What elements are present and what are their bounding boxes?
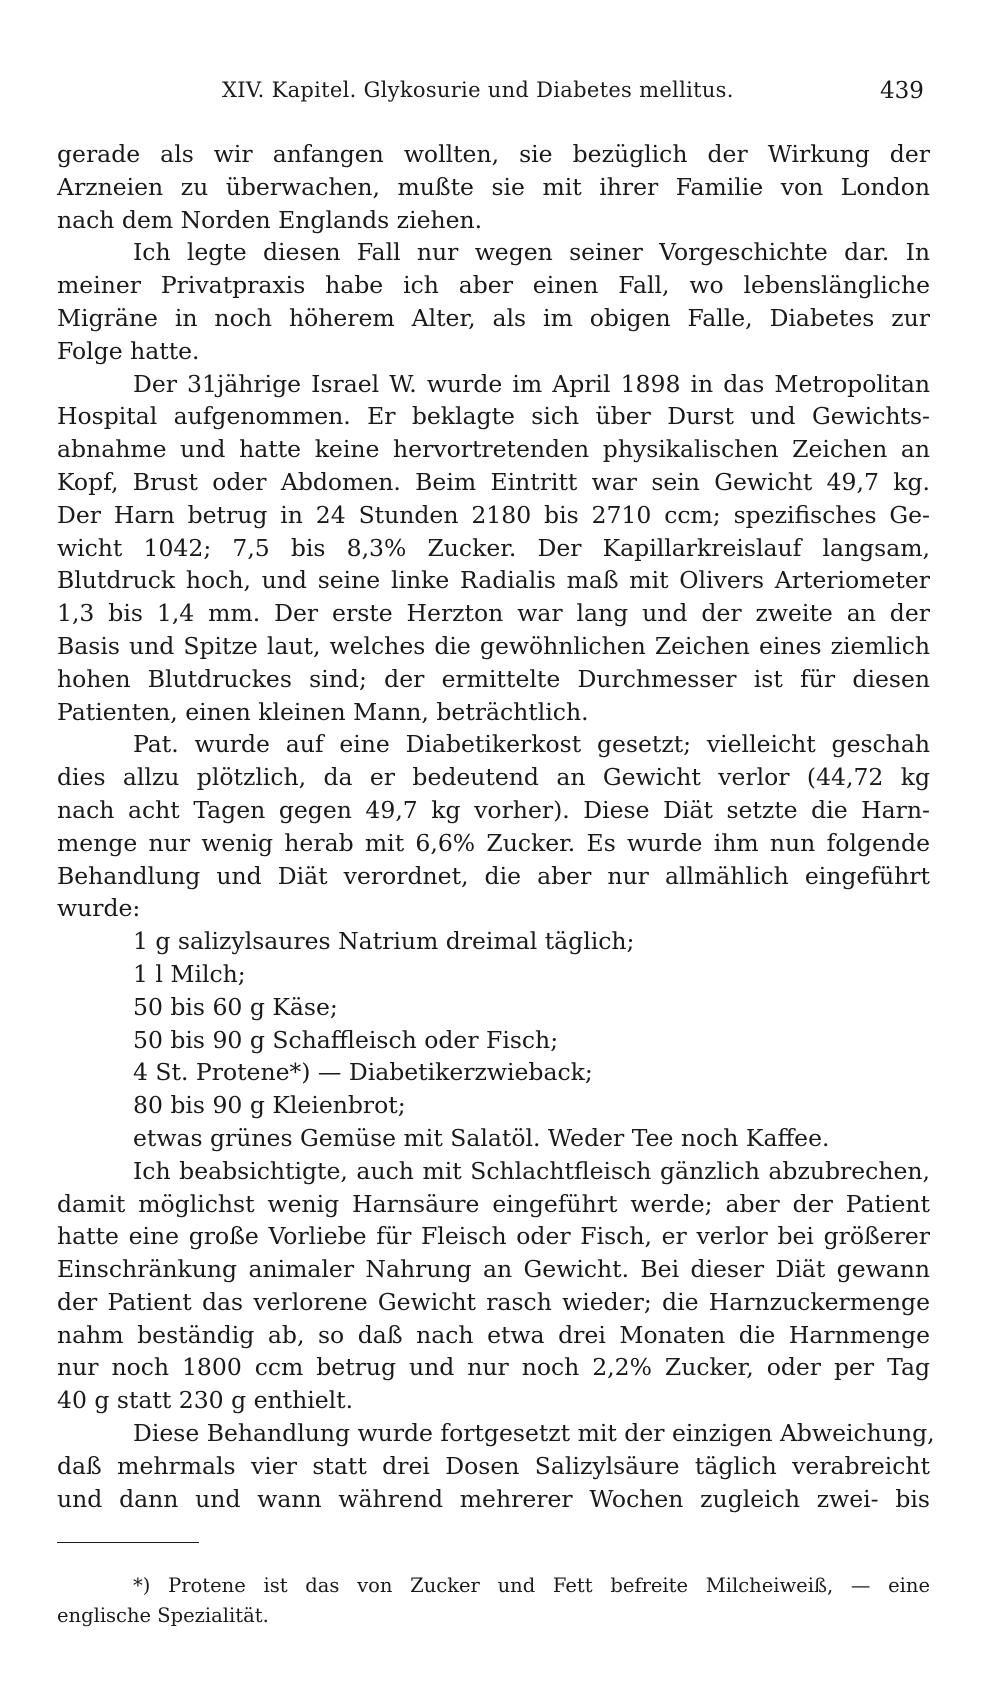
text-line: Migräne in noch höherem Alter, als im obigen Falle, Diabetes zur [57, 303, 930, 332]
text-line: meiner Privatpraxis habe ich aber einen Fall, wo lebenslängliche [57, 271, 930, 300]
text-line: Der 31jährige Israel W. wurde im April 1898 in das Metropolitan [133, 369, 930, 398]
text-line: hatte eine große Vorliebe für Fleisch oder Fisch, er verlor bei größerer [57, 1222, 930, 1251]
main-text [57, 138, 935, 1515]
text-line: nur noch 1800 ccm betrug und nur noch 2,2% Zucker, oder per Tag [57, 1353, 930, 1382]
text-line: Diese Behandlung wurde fortgesetzt mit der einzigen Abweichung, [133, 1419, 935, 1448]
diet-list-item: 50 bis 90 g Schaffleisch oder Fisch; [133, 1025, 559, 1054]
text-line: gerade als wir anfangen wollten, sie bezüglich der Wirkung der [57, 140, 930, 168]
text-line: dies allzu plötzlich, da er bedeutend an Gewicht verlor (44,72 kg [57, 763, 930, 792]
text-line: Ich beabsichtigte, auch mit Schlachtfleisch gänzlich abzubrechen, [133, 1156, 930, 1185]
text-line: Ich legte diesen Fall nur wegen seiner Vorgeschichte dar. In [133, 238, 930, 267]
text-line: hohen Blutdruckes sind; der ermittelte Durchmesser ist für diesen [57, 664, 930, 693]
text-line: Folge hatte. [57, 336, 200, 365]
text-line: 1,3 bis 1,4 mm. Der erste Herzton war lang und der zweite an der [57, 599, 930, 628]
text-line: Hospital aufgenommen. Er beklagte sich über Durst und Gewichts- [57, 402, 930, 431]
text-line: der Patient das verlorene Gewicht rasch wieder; die Harnzuckermenge [57, 1287, 930, 1316]
text-line: damit möglichst wenig Harnsäure eingeführt werde; aber der Patient [57, 1189, 930, 1218]
diet-list-item: etwas grünes Gemüse mit Salatöl. Weder Tee noch Kaffee. [133, 1123, 830, 1152]
text-line: 40 g statt 230 g enthielt. [57, 1386, 354, 1415]
text-line: Der Harn betrug in 24 Stunden 2180 bis 2710 ccm; spezifisches Ge- [57, 500, 930, 529]
page-number: 439 [880, 78, 924, 104]
text-line: Patienten, einen kleinen Mann, beträchtlich. [57, 697, 589, 726]
diet-list-item: 4 St. Protene*) — Diabetikerzwieback; [133, 1058, 593, 1087]
diet-list-item: 1 l Milch; [133, 959, 246, 988]
diet-list-item: 80 bis 90 g Kleienbrot; [133, 1091, 406, 1120]
text-line: und dann und wann während mehrerer Wochen zugleich zwei- bis [57, 1484, 930, 1513]
running-title: XIV. Kapitel. Glykosurie und Diabetes mellitus. [222, 78, 734, 102]
footnote-divider [57, 1542, 199, 1543]
text-line: abnahme und hatte keine hervortretenden physikalischen Zeichen an [57, 435, 930, 464]
text-line: Basis und Spitze laut, welches die gewöhnlichen Zeichen eines ziemlich [57, 631, 930, 660]
text-line: wicht 1042; 7,5 bis 8,3% Zucker. Der Kapillarkreislauf langsam, [57, 533, 930, 562]
text-line: nahm beständig ab, so daß nach etwa drei Monaten die Harnmenge [57, 1320, 930, 1349]
footnote-line: englische Spezialität. [57, 1604, 269, 1627]
text-line: Einschränkung animaler Nahrung an Gewicht. Bei dieser Diät gewann [57, 1255, 930, 1284]
text-line: Behandlung und Diät verordnet, die aber nur allmählich eingeführt [57, 861, 930, 890]
text-line: nach dem Norden Englands ziehen. [57, 205, 483, 234]
text-line: wurde: [57, 894, 141, 923]
running-header [0, 78, 1000, 108]
text-line: daß mehrmals vier statt drei Dosen Salizylsäure täglich verabreicht [57, 1451, 930, 1480]
footnote [57, 1571, 930, 1631]
text-line: Arzneien zu überwachen, mußte sie mit ihrer Familie von London [57, 172, 930, 201]
text-line: nach acht Tagen gegen 49,7 kg vorher). Diese Diät setzte die Harn- [57, 795, 930, 824]
text-line: Pat. wurde auf eine Diabetikerkost gesetzt; vielleicht geschah [133, 730, 930, 759]
diet-list-item: 1 g salizylsaures Natrium dreimal täglich; [133, 927, 635, 956]
footnote-line: *) Protene ist das von Zucker und Fett befreite Milcheiweiß, — eine [133, 1574, 930, 1597]
diet-list-item: 50 bis 60 g Käse; [133, 992, 338, 1021]
text-line: Blutdruck hoch, und seine linke Radialis maß mit Olivers Arteriometer [57, 566, 930, 595]
text-line: menge nur wenig herab mit 6,6% Zucker. Es wurde ihm nun folgende [57, 828, 930, 857]
text-line: Kopf, Brust oder Abdomen. Beim Eintritt war sein Gewicht 49,7 kg. [57, 467, 930, 496]
